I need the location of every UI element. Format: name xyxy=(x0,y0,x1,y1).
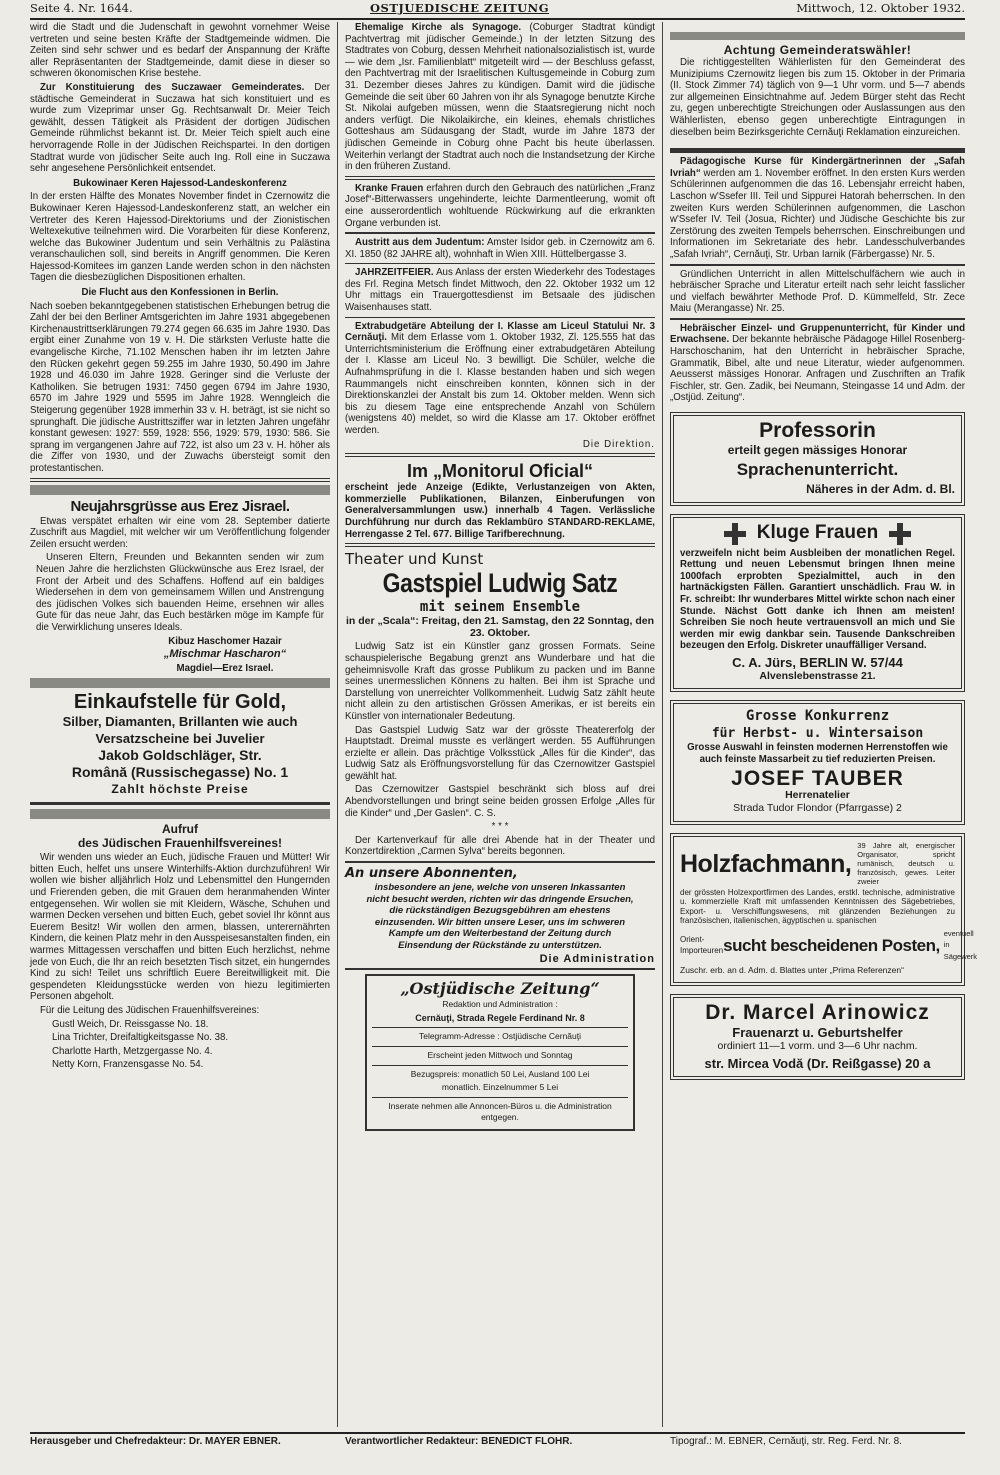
footer-publisher: Herausgeber und Chefredakteur: Dr. MAYER EBNER. xyxy=(30,1436,281,1447)
ad-holzfachmann: Holzfachmann, 39 Jahre alt, energischer Organisator, spricht rumänisch, deutsch u. französisch, gewes. Leiter zweier der grössten Holzexportfirmen des Landes, erstkl. technische, administrative u. kommerzielle Kraft mit umfassenden Kenntnissen des Sägebetriebes, Export- u. Verschiffungswesens, mit glänzenden Beziehungen zu französischen, italienischen, ägyptischen u. spanischen Orient-Importeuren sucht bescheidenen Posten, eventuell in Sägewerk Zuschr. erb. an d. Adm. d. Blattes unter „Prima Referenzen“ xyxy=(670,833,965,986)
aufruf-name: Lina Trichter, Dreifaltigkeitsgasse No. 38. xyxy=(52,1032,229,1044)
aufruf: Aufruf des Jüdischen Frauenhilfsvereines! Wir wenden uns wieder an Euch, jüdische Frauen und Mütter! Wir bitten Euch, helfet uns unsere Winterhilfs-Aktion durchzuführen! Wir wollen wie bisher alljährlich Holz und Lebensmittel den Hungernden und Frierenden geben, die mit Grauen dem heranmahenden Winter entgegensehen. Wir wollen sie mit Kleidern, Wäsche, Schuhen und warmen Decken versehen und bitten Euch, gebet soviel Ihr könnt aus Euerem Besitz! Wir wollen den armen, blassen, unterernährten Kindern, die keinen Platz mehr in den Ausspeisesanstalten finden, ein warmes Mittagessen verschaffen und bitten Euch herzlichst, nehme jede von Euch, die Ihr an reich besetzten Tisch sitzet, ein hungerndes Kind zu sich! Teilet uns schriftlich Euere Bereitwilligkeit mit. Die gespendeten Kleidungsstücke werden von hiezu legitimierten Personen abgeholt. Für die Leitung des Jüdischen Frauenhilfsvereines: Gustl Weich, Dr. Reissgasse No. 18. Lina Trichter, Dreifaltigkeitsgasse No. 38. Charlotte Harth, Metzgergasse No. 4. Netty Korn, Franzensgasse No. 54. xyxy=(30,822,330,1071)
article-title: Neujahrsgrüsse aus Erez Jisrael. xyxy=(70,497,290,515)
article-kirche: Ehemalige Kirche als Synagoge. (Coburger Stadtrat kündigt Pachtvertrag mit jüdischer Gemeinde.) In der letzten Sitzung des Stadtrates von Coburg, dessen Mehrheit nationalsozialistisch ist, wurde — wie dem „Isr. Familienblatt“ mitgeteilt wird — der Beschluss gefasst, den Pachtvertrag mit der Israelitischen Kultusgemeinde in Coburg zum 31. Dezember dieses Jahres zu kündigen. Damit wird die jüdische Gemeinde die seit über 60 Jahren von ihr als Synagoge benutzte Kirche St. Nikolai aufgeben müssen, wenn die Staatsregierung nicht noch anders verfügt. Die Nikolaikirche, ein kleines, ehemals christliches Gotteshaus am Südausgang der Stadt, wurde im Jahre 1873 der jüdischen Gemeinde in Coburg ohne Pacht bis heute überlassen. Weiterhin verlangt der Stadtrat auch noch die Instandsetzung der Kirche in den früheren Zustand. xyxy=(345,22,655,173)
divider xyxy=(345,232,655,234)
article-title: Bukowinaer Keren Hajessod-Landeskonferenz xyxy=(73,177,287,189)
signature: Magdiel—Erez Israel. xyxy=(176,662,274,674)
divider xyxy=(345,263,655,264)
ad-kranke-frauen: Kranke Frauen erfahren durch den Gebrauch des natürlichen „Franz Josef“-Bitterwassers ungehinderte, leichte Darmentleerung, womit oft eine ausserordentlich wohltuende Rückwirkung auf die erkrankten Organe verbunden ist. xyxy=(345,182,655,229)
aufruf-name: Gustl Weich, Dr. Reissgasse No. 18. xyxy=(52,1018,209,1030)
divider xyxy=(345,543,655,547)
article-paedagogisch: Pädagogische Kurse für Kindergärtnerinnen der „Safah Ivriah“ werden am 1. November eröffnet. In den ersten Kurs werden Schülerinnen aufgenommen die das 16. Lebensjahr erreicht haben, Laschon w'Ssefer III. Teil und Sippurei Hatorah beherrschen. In den zweiten Kurs werden Schülerinnen aufgenommen, die Laschon w'Ssefer IV. Teil (Josua, Richter) und Jüdische Geschichte bis zur Zerstörung des zweiten Tempels beherrschen. Einschreibungen und Informationen im Sekretariate des hebr. Landesschulverbandes „Safah Ivriah“, Cernăuţi, Str. Urban Iarnik (Färbergasse) Nr. 5. xyxy=(670,156,965,260)
divider xyxy=(345,176,655,180)
footer-printer: Tipograf.: M. EBNER, Cernăuţi, str. Reg. Ferd. Nr. 8. xyxy=(670,1436,902,1447)
article-title: Zur Konstituierung des Suczawaer Gemeinderates. xyxy=(40,81,305,93)
ad-arinowicz: Dr. Marcel Arinowicz Frauenarzt u. Geburtshelfer ordiniert 11—1 vorm. und 3—6 Uhr nachm. str. Mircea Vodă (Dr. Reißgasse) 20 a xyxy=(670,994,965,1080)
masthead-title: OSTJUEDISCHE ZEITUNG xyxy=(370,1,550,15)
separator-stars: * * * xyxy=(491,821,509,833)
divider xyxy=(30,478,330,482)
article-extrabudget: Extrabudgetäre Abteilung der I. Klasse am Liceul Statului Nr. 3 Cernăuţi. Mit dem Erlasse vom 1. Oktober 1932, Zl. 125.555 hat das Unterrichtsministerium die Eröffnung einer extrabudgetären Abteilung der I. Klasse am Liceul No. 3 bewilligt. Die Schüler, welche die Aufnahmsprüfung in die I. Klasse bestanden haben und sich wegen Raummangels nicht einschreiben konnten, können sich in der Direktionskanzlei der Anstalt bis zum 14. Oktober melden. Wenn sich bis zu diesem Tage eine entsprechende Anzahl von Schülern (wenigstens 40) meldet, so wird die Klasse am 17. Oktober eröffnet werden. xyxy=(345,320,655,436)
ad-kluge-frauen: Kluge Frauen verzweifeln nicht beim Ausbleiben der monatlichen Regel. Rettung und neuen Lebensmut bringen Ihnen meine 1000fach erprobten Spezialmittel, auch in den hartnäckigsten Fällen. Garantiert unschädlich. Frau W. in Fr. schreibt: Ihr wunderbares Mittel wirkte schon nach einer Stunde. Nächst Gott danke ich Ihnen am meisten! Schreiben Sie noch heute vertrauensvoll an mich und Sie werden mir ewig dankbar sein. Tausende Dankschreiben bezeugen den Erfolg. Diskreter unauffälliger Versand. C. A. Jürs, BERLIN W. 57/44 Alvenslebenstrasse 21. xyxy=(670,514,965,692)
cross-icon xyxy=(889,523,911,545)
page-number: Seite 4. Nr. 1644. xyxy=(30,1,133,15)
divider xyxy=(345,968,655,970)
divider xyxy=(670,318,965,320)
aufruf-name: Netty Korn, Franzensgasse No. 54. xyxy=(52,1059,204,1071)
article-flucht: Nach soeben bekanntgegebenen statistischen Erhebungen betrug die Zahl der bei den Berliner Amtsgerichten im Jahre 1931 abgegebenen Kirchenaustrittserklärungen 79.274 gegen 66.635 im Jahre 1930. Das ergibt einer Zunahme von 19 v. H. Die stärksten Verluste hatte die evangelische Kirche, 71.102 Menschen haben ihr im letzten Jahre den Rücken gekehrt gegen 59.255 im Jahre 1930, 50.490 im Jahre 1928 und 46.030 im Jahre 1928. Geringer sind die Verluste der Katholiken. Sie betrugen 1931: 7450 gegen 6794 im Jahre 1930, 6570 im Jahre 1929 und 5595 im Jahre 1928. Wenngleich die Steigerung gegenüber 1928 immerhin 33 v. H. beträgt, ist sie nicht so sprunghaft. Die jüdische Austrittsziffer war in letzten Jahren ungefähr konstant gewesen: 1927: 559, 1928: 556, 1929: 579, 1930: 586. Sie sprang im vergangenen Jahre auf 722, ist also um 23 v. H. höher als die Ziffer von 1930, und der Zuwachs übersteigt somit den protestantischen. xyxy=(30,300,331,474)
theater-text: Das Czernowitzer Gastspiel beschränkt sich bloss auf drei Abendvorstellungen und bringt seine beiden grossen Erfolge „Alles für die Kinder“ und „Der Gaslen“. C. S. xyxy=(345,784,655,819)
cross-icon xyxy=(724,523,746,545)
impressum: „Ostjüdische Zeitung“ Redaktion und Administration : Cernăuţi, Strada Regele Ferdinand Nr. 8 Telegramm-Adresse : Ostjüdische Cernăuţi Erscheint jeden Mittwoch und Sonntag Bezugspreis: monatlich 50 Lei, Ausland 100 Lei monatlich. Einzelnummer 5 Lei Inserate nehmen alle Annoncen-Büros u. die Administration entgegen. xyxy=(365,974,635,1131)
article-austritt: Austritt aus dem Judentum: Amster Isidor geb. in Czernowitz am 6. XI. 1850 (82 JAHRE alt), wohnhaft in Wien XIII. Hüttelbergasse 3. xyxy=(345,237,655,260)
article-title: Ehemalige Kirche als Synagoge. xyxy=(355,22,522,33)
divider xyxy=(345,861,655,863)
article-suczawa: Zur Konstituierung des Suczawaer Gemeinderates. Der städtische Gemeinderat in Suczawa hat sich konstituiert und es wurde zum Vizeprimar unser Gg. Rechtsanwalt Dr. Meier Teich gewählt, dessen Tätigkeit als Präsident der dortigen Jüdischen Gemeinde rühmlichst bekannt ist. Dr. Meier Teich spielt auch eine hervorragende Rolle in der Jüdischen Reichspartei. In den dortigen Stadtrat wurde von jüdischer Seite auch Ing. Roll eine in Suczawa sehr angesehene Persönlichkeit entsendet. xyxy=(30,81,330,175)
column-2: Ehemalige Kirche als Synagoge. (Coburger Stadtrat kündigt Pachtvertrag mit jüdischer Gemeinde.) In der letzten Sitzung des Stadtrates von Coburg, dessen Mehrheit nationalsozialistisch ist, wurde — wie dem „Isr. Familienblatt“ mitgeteilt wird — der Beschluss gefasst, den Pachtvertrag mit der Israelitischen Kultusgemeinde in Coburg zum 31. Dezember dieses Jahres zu kündigen. Damit wird die jüdische Gemeinde die seit über 60 Jahren von ihr als Synagoge benutzte Kirche St. Nikolai aufgeben müssen, wenn die Staatsregierung nicht noch anders verfügt. Die Nikolaikirche, ein kleines, ehemals christliches Gotteshaus am Südausgang der Stadt, wurde im Jahre 1873 der jüdischen Gemeinde in Coburg ohne Pacht bis heute überlassen. Weiterhin verlangt der Stadtrat auch noch die Instandsetzung der Kirche in den früheren Zustand. Kranke Frauen erfahren durch den Gebrauch des natürlichen „Franz Josef“-Bitterwassers ungehinderte, leichte Darmentleerung, womit oft eine ausserordentlich wohltuende Rückwirkung auf die erkrankten Organe verbunden ist. Austritt aus dem Judentum: Amster Isidor geb. in Czernowitz am 6. XI. 1850 (82 JAHRE alt), wohnhaft in Wien XIII. Hüttelbergasse 3. JAHRZEITFEIER. Aus Anlass der ersten Wiederkehr des Todestages des Frl. Regina Metsch findet Mittwoch, den 22. Oktober 1932 um 12 Uhr mittags ein Trauergottesdienst im Betsaale des jüdischen Waisenhauses statt. Extrabudgetäre Abteilung der I. Klasse am Liceul Statului Nr. 3 Cernăuţi. Mit dem Erlasse vom 1. Oktober 1932, Zl. 125.555 hat das Unterrichtsministerium die Eröffnung einer extrabudgetären Abteilung der I. Klasse am Liceul No. 3 bewilligt. Die Schüler, welche die Aufnahmsprüfung in die I. Klasse bestanden haben und sich wegen Raummangels nicht einschreiben konnten, können sich in der Direktionskanzlei der Anstalt bis zum 14. Oktober melden. Wenn sich bis zu diesem Tage eine entsprechende Anzahl von Schülern (wenigstens 40) meldet, so wird die Klasse am 17. Oktober eröffnet werden. Die Direktion. Im „Monitorul Oficial“ erscheint jede Anzeige (Edikte, Verlustanzeigen von Akten, kommerzielle Publikationen, Bilanzen, Einberufungen von Generalversammlungen usw.) innerhalb 4 Tagen. Verlässliche Durchführung nur durch das Reklambüro STANDARD-REKLAME, Herrengasse 2 Tel. 677. Billige Tarifberechnung. Theater und Kunst Gastspiel Ludwig Satz mit seinem Ensemble in der „Scala“: Freitag, den 21. Samstag, den 22 Sonntag, den 23. Oktober. Ludwig Satz ist ein Künstler ganz grossen Formats. Seine schauspielerische Begabung grenzt ans Wunderbare und hat die geheimnisvolle Kraft das grosse Publikum zu packen und im Banne seines unermesslichen Könnens zu halten. Bei ihm ist Sprache und Darstellung von unerreichter Vollkommenheit. Ludwig Satz zählt heute nicht allein zu den artistischen Grössen Amerikas, er ist bereits ein Künstler von internationaler Bedeutung. Das Gastspiel Ludwig Satz war der grösste Theatererfolg der Hauptstadt. Dreimal musste es verlängert werden. 55 Aufführungen erzielte er allein. Das prächtige Volksstück „Alles für die Kinder“, das Ludwig Satz als Eröffnungsvorstellung für das Czernowitzer Gastspiel gewählt hat. Das Czernowitzer Gastspiel beschränkt sich bloss auf drei Abendvorstellungen und bringt seine beiden grossen Erfolge „Alles für die Kinder“ und „Der Gaslen“. C. S. * * * Der Kartenverkauf für alle drei Abende hat in der Theater und Konzertdirektion „Carmen Sylva“ bereits begonnen. An unsere Abonnenten, insbesondere an jene, welche von unseren Inkassanten nicht besucht werden, richten wir das dringende Ersuchen, die rückständigen Bezugsgebühren am ehestens einzusenden. Wir bitten unsere Leser, uns im schweren Kampfe um den Weiterbestand der Zeitung durch Einsendung der Rückstände zu unterstützen. Die Administration „Ostjüdische Zeitung“ Redaktion und Administration : Cernăuţi, Strada Regele Ferdinand Nr. 8 Telegramm-Adresse : Ostjüdische Cernăuţi Erscheint jeden Mittwoch und Sonntag Bezugspreis: monatlich 50 Lei, Ausland 100 Lei monatlich. Einzelnummer 5 Lei Inserate nehmen alle Annoncen-Büros u. die Administration entgegen. xyxy=(345,22,655,1427)
ad-gold: Einkaufstelle für Gold, Silber, Diamanten, Brillanten wie auch Versatzscheine bei Juvelier Jakob Goldschläger, Str. Română (Russischegasse) No. 1 Zahlt höchste Preise xyxy=(30,691,330,805)
divider-bar xyxy=(30,809,330,819)
neujahr-letter: Unseren Eltern, Freunden und Bekannten senden wir zum Neuen Jahre die herzlichsten Glückwünsche aus Erez Israel, der Front der Arbeit und des Schaffens. Hoffend auf ein baldiges Wiedersehen in dem von gemeinsamem Willen und Anstrengung des jüdischen Volkes sich bauenden Heime, ersehnen wir alles Gute für das neue Jahr, das Euch bestärken möge im Kampfe für die Verwirklichung unseres Ideals. xyxy=(36,552,324,633)
article-jahrzeit: JAHRZEITFEIER. Aus Anlass der ersten Wiederkehr des Todestages des Frl. Regina Metsch findet Mittwoch, den 22. Oktober 1932 um 12 Uhr mittags ein Trauergottesdienst im Betsaale des jüdischen Waisenhauses statt. xyxy=(345,267,655,314)
page-header xyxy=(30,0,965,20)
article-title: Achtung Gemeinderatswähler! xyxy=(723,43,912,57)
ad-unterricht: Gründlichen Unterricht in allen Mittelschulfächern wie auch in hebräischer Sprache und Literatur erteilt nach sehr leicht fasslicher und vielfach bewährter Methode Prof. D. Kümmelfeld, Str. Zece Maiu (Merangasse) Nr. 25. xyxy=(670,268,965,315)
divider-bar xyxy=(670,32,965,40)
column-divider xyxy=(337,22,338,1427)
divider xyxy=(670,264,965,266)
divider-bar xyxy=(30,485,330,495)
theater-text: Der Kartenverkauf für alle drei Abende hat in der Theater und Konzertdirektion „Carmen Sylva“ bereits begonnen. xyxy=(345,834,655,858)
ad-josef-tauber: Grosse Konkurrenz für Herbst- u. Wintersaison Grosse Auswahl in feinsten modernen Herrenstoffen wie auch feinste Massarbeit zu tief reduzierten Preisen. JOSEF TAUBER Herrenatelier Strada Tudor Flondor (Pfarrgasse) 2 xyxy=(670,700,965,824)
column-1 xyxy=(30,22,330,1427)
divider-bar xyxy=(30,678,330,688)
issue-date: Mittwoch, 12. Oktober 1932. xyxy=(796,1,965,15)
section-heading: Theater und Kunst xyxy=(345,550,484,569)
article-achtung: Die richtiggestellten Wählerlisten für den Gemeinderat des Munizipiums Czernowitz liegen bis zum 15. Oktober in der Primaria (II. Stock Zimmer 74) täglich von 9—1 Uhr vorm. und 5—7 abends zur allgemeinen Einsichtnahme auf. Jedem Bürger steht das Recht zu, gegen unberechtigte Streichungen oder Auslassungen aus den Wählerlisten, ebenso gegen unberechtigte Eintragungen in dieselben beim Bezirksgerichte Cernăuţi Reklamation einzureichen. xyxy=(670,57,965,138)
signature: Kibuz Haschomer Hazair xyxy=(168,635,282,647)
column-3 xyxy=(670,22,978,1427)
footer-editor: Verantwortlicher Redakteur: BENEDICT FLOHR. xyxy=(345,1436,573,1447)
divider xyxy=(345,453,655,457)
signature: Die Direktion. xyxy=(582,438,655,450)
neujahr-intro: Etwas verspätet erhalten wir eine vom 28. September datierte Zuschrift aus Magdiel, mit welcher wir um Veröffentlichung folgender Zeilen ersucht werden: xyxy=(30,515,330,550)
abonnenten-notice: An unsere Abonnenten, insbesondere an jene, welche von unseren Inkassanten nicht besucht werden, richten wir das dringende Ersuchen, die rückständigen Bezugsgebühren am ehestens einzusenden. Wir bitten unsere Leser, uns im schweren Kampfe um den Weiterbestand der Zeitung durch Einsendung der Rückstände zu unterstützen. Die Administration xyxy=(345,866,655,965)
divider xyxy=(670,148,965,153)
article-title: Gastspiel Ludwig Satz xyxy=(382,568,618,599)
ad-professorin: Professorin erteilt gegen mässiges Honorar Sprachenunterricht. Näheres in der Adm. d. Bl. xyxy=(670,412,965,506)
column-divider xyxy=(662,22,663,1427)
article-intro: wird die Stadt und die Judenschaft in gewohnt vornehmer Weise vertreten und seine besten Kräfte der Stadtgemeinde widmen. Die Zeiten sind sehr schwer und es bedarf der Anspannung der Kräfte aller Repräsentanten der Stadtgemeinde, damit diese in dieser so schweren ökonomischen Krise bestehe. xyxy=(30,22,330,80)
ad-hebraeisch: Hebräischer Einzel- und Gruppenunterricht, für Kinder und Erwachsene. Der bekannte hebräische Pädagoge Hillel Rosenberg-Harschoschanim, hat den Unterricht in hebräischer Sprache, Grammatik, Bibel, alte und neue Literatur, wieder aufgenommen. Aeusserst mässiges Honorar. Anfragen und Zuschriften an Trafik Fischler, str. Gen. Zadik, bei Neumann, Steingasse 14 und Adm. der „Ostjüd. Zeitung“. xyxy=(670,322,965,404)
page-footer xyxy=(30,1432,965,1448)
article-title: Die Flucht aus den Konfessionen in Berlin. xyxy=(81,287,279,299)
ad-monitorul: Im „Monitorul Oficial“ erscheint jede Anzeige (Edikte, Verlustanzeigen von Akten, kommerzielle Publikationen, Bilanzen, Einberufungen von Generalversammlungen usw.) innerhalb 4 Tagen. Verlässliche Durchführung nur durch das Reklambüro STANDARD-REKLAME, Herrengasse 2 Tel. 677. Billige Tarifberechnung. xyxy=(345,461,655,540)
article-keren: In der ersten Hälfte des Monates November findet in Czernowitz die Bukowinaer Keren Hajessod-Landeskonferenz statt, an welcher ein Vertreter des Keren Hajessod-Direktoriums und der Zionistischen Weltexekutive teilnehmen wird. Die Vorarbeiten für diese Konferenz, welche das Bukowiner Judentum und sein Verhältnis zu Palästina veranschaulichen soll, sind bereits in Angriff genommen. Die Keren Hajessod-Komitees im ganzen Lande werden schon in den nächsten Tagen die diesbezüglichen Dispositionen erhalten. xyxy=(30,191,330,284)
signature: „Mischmar Hascharon“ xyxy=(163,648,287,661)
theater-text: Das Gastspiel Ludwig Satz war der grösste Theatererfolg der Hauptstadt. Dreimal musste es verlängert werden. 55 Aufführungen erzielte er allein. Das prächtige Volksstück „Alles für die Kinder“, das Ludwig Satz als Eröffnungsvorstellung für das Czernowitzer Gastspiel gewählt hat. xyxy=(345,724,655,782)
divider xyxy=(345,317,655,318)
theater-text: Ludwig Satz ist ein Künstler ganz grossen Formats. Seine schauspielerische Begabung grenzt ans Wunderbare und hat die geheimnisvolle Kraft das grosse Publikum zu packen und im Banne seines unermesslichen Könnens zu halten. Bei ihm ist Sprache und Darstellung von unerreichter Vollkommenheit. Ludwig Satz zählt heute nicht allein zu den artistischen Grössen Amerikas, er ist bereits ein Künstler von internationaler Bedeutung. xyxy=(345,641,655,722)
aufruf-name: Charlotte Harth, Metzgergasse No. 4. xyxy=(52,1045,213,1057)
